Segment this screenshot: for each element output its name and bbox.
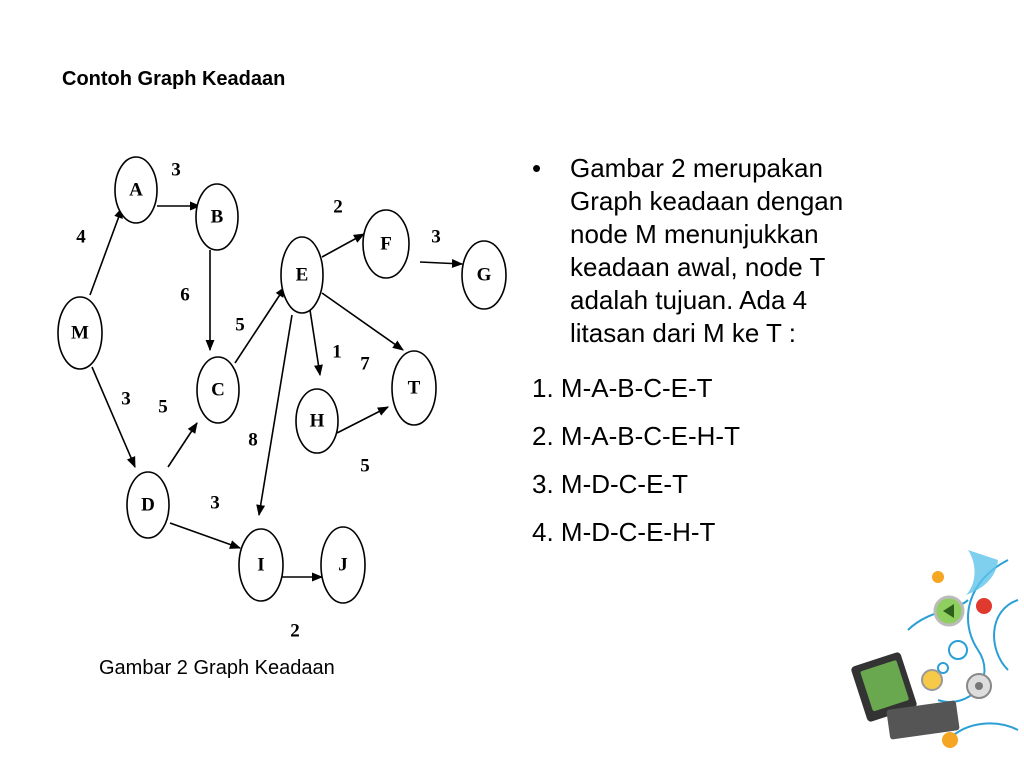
decorative-corner-artwork xyxy=(848,540,1024,768)
node-e-label: E xyxy=(295,264,309,286)
weight-e-i: 8 xyxy=(248,429,258,451)
weight-m-d: 3 xyxy=(121,388,131,410)
edge-m-a xyxy=(90,208,122,295)
edge-e-f xyxy=(322,234,364,257)
weight-i-j: 2 xyxy=(290,620,300,642)
bullet-paragraph xyxy=(532,152,952,350)
bullet-line: Graph keadaan dengan xyxy=(570,186,844,216)
node-m-label: M xyxy=(71,322,89,344)
node-i-label: I xyxy=(257,554,265,576)
bullet-line: node M menunjukkan xyxy=(570,219,819,249)
node-g-label: G xyxy=(476,264,492,286)
path-item-3: 3. M-D-C-E-T xyxy=(532,469,688,499)
explanation-text xyxy=(532,152,952,560)
weight-e-h: 1 xyxy=(332,341,342,363)
edge-f-g xyxy=(420,262,462,264)
edge-d-i xyxy=(170,523,240,548)
weight-e-t: 7 xyxy=(360,353,370,375)
weight-m-a: 4 xyxy=(76,226,86,248)
node-b-label: B xyxy=(210,206,224,228)
node-j-label: J xyxy=(338,554,348,576)
edge-h-t xyxy=(337,407,388,433)
weight-b-c: 6 xyxy=(180,284,190,306)
edge-d-c xyxy=(168,423,197,467)
weight-d-c: 5 xyxy=(158,396,168,418)
node-a-label: A xyxy=(129,179,143,201)
path-item-2: 2. M-A-B-C-E-H-T xyxy=(532,421,740,451)
slide-title: Contoh Graph Keadaan xyxy=(62,68,286,90)
edge-e-i xyxy=(259,315,292,515)
bullet-line: keadaan awal, node T xyxy=(570,252,826,282)
power-icon xyxy=(976,598,992,614)
figure-caption: Gambar 2 Graph Keadaan xyxy=(99,657,335,679)
bullet-marker: • xyxy=(532,153,542,183)
node-d-label: D xyxy=(141,494,155,516)
edge-e-h xyxy=(310,310,320,375)
edge-m-d xyxy=(92,367,135,467)
node-c-label: C xyxy=(211,379,225,401)
weight-a-b: 3 xyxy=(171,159,181,181)
weight-e-f: 2 xyxy=(333,196,343,218)
bullet-text xyxy=(570,152,843,350)
path-item-1: 1. M-A-B-C-E-T xyxy=(532,373,713,403)
node-f-label: F xyxy=(380,233,392,255)
state-graph-svg xyxy=(40,135,520,655)
weight-c-e: 5 xyxy=(235,314,245,336)
weight-d-i: 3 xyxy=(210,492,220,514)
bullet-line: adalah tujuan. Ada 4 xyxy=(570,285,808,315)
state-graph-diagram xyxy=(40,135,520,655)
weight-f-g: 3 xyxy=(431,226,441,248)
node-h-label: H xyxy=(309,410,325,432)
weight-h-t: 5 xyxy=(360,455,370,477)
bullet-line: litasan dari M ke T : xyxy=(570,318,796,348)
node-t-label: T xyxy=(407,377,421,399)
bullet-line: Gambar 2 merupakan xyxy=(570,153,823,183)
path-item-4: 4. M-D-C-E-H-T xyxy=(532,517,716,547)
